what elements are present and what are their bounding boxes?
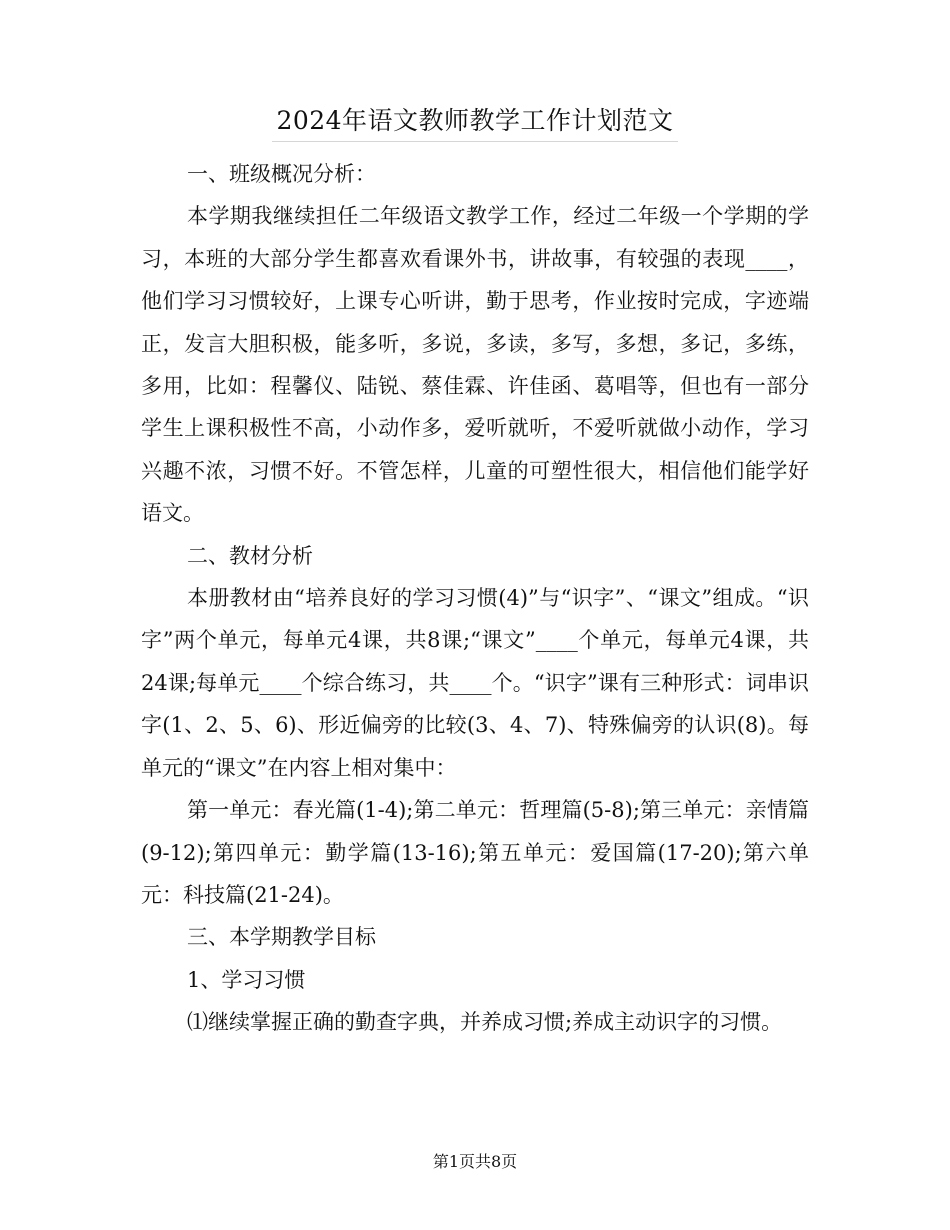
subheading-study-habits: 1、学习习惯 xyxy=(187,967,306,992)
document-title: 2024年语文教师教学工作计划范文 xyxy=(0,101,950,142)
section-heading-textbook-analysis: 二、教材分析 xyxy=(187,543,313,568)
page-indicator: 第1页共8页 xyxy=(432,1152,518,1171)
document-body xyxy=(141,153,809,1044)
paragraph-class-overview: 本学期我继续担任二年级语文教学工作，经过二年级一个学期的学习，本班的大部分学生都喜欢看课外书，讲故事，有较强的表现____，他们学习习惯较好，上课专心听讲，勤于思考，作业按时完成，字迹端正，发言大胆积极，能多听，多说，多读，多写，多想，多记，多练，多用，比如：程馨仪、陆锐、蔡佳霖、许佳函、葛唱等，但也有一部分学生上课积极性不高，小动作多，爱听就听，不爱听就做小动作，学习兴趣不浓，习惯不好。不管怎样，儿童的可塑性很大，相信他们能学好语文。 xyxy=(141,204,809,526)
paragraph-textbook-analysis: 本册教材由“培养良好的学习习惯(4)”与“识字”、“课文”组成。“识字”两个单元，每单元4课，共8课;“课文”____个单元，每单元4课，共24课;每单元____个综合练习，共____个。“识字”课有三种形式：词串识字(1、2、5、6)、形近偏旁的比较(3、4、7)、特殊偏旁的认识(8)。每单元的“课文”在内容上相对集中： xyxy=(141,586,809,780)
paragraph-habit-item-1: ⑴继续掌握正确的勤查字典，并养成习惯;养成主动识字的习惯。 xyxy=(187,1010,783,1035)
section-heading-class-overview: 一、班级概况分析： xyxy=(187,162,376,186)
paragraph-unit-list: 第一单元：春光篇(1-4);第二单元：哲理篇(5-8);第三单元：亲情篇(9-12);第四单元：勤学篇(13-16);第五单元：爱国篇(17-20);第六单元：科技篇(21-24)。 xyxy=(141,798,809,907)
section-heading-teaching-goals: 三、本学期教学目标 xyxy=(187,925,376,950)
